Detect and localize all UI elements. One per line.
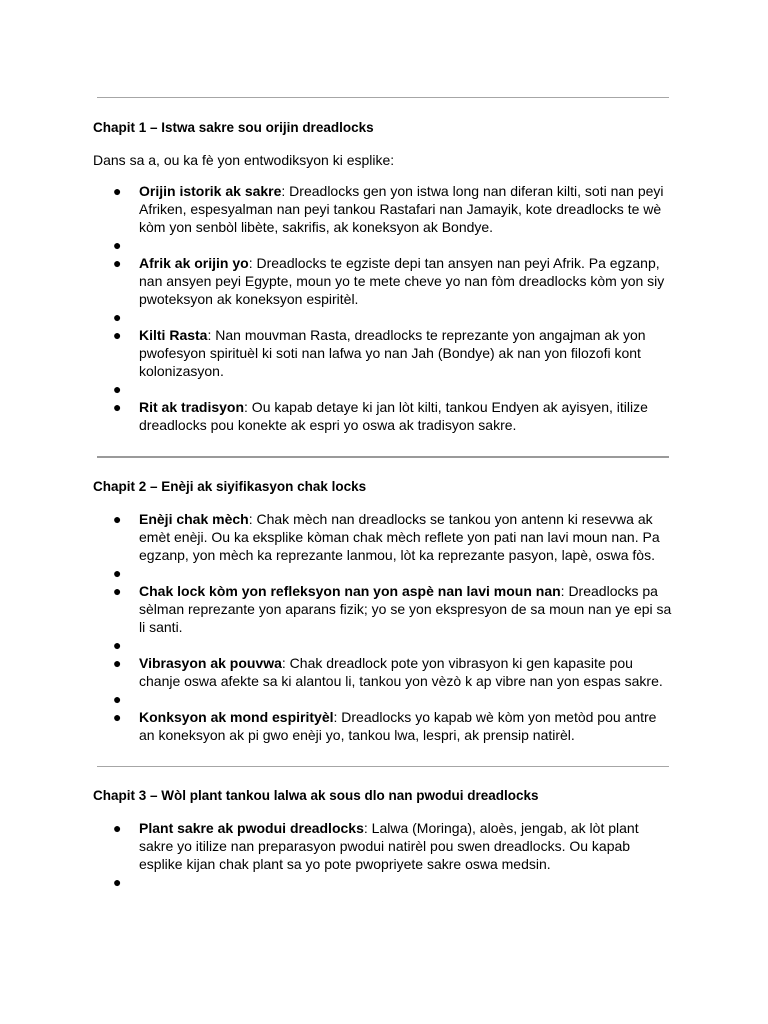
- bullet-icon: ●: [113, 583, 122, 599]
- item-text: : Dreadlocks te egziste depi tan ansyen nan peyi Afrik. Pa egzanp, nan ansyen peyi Egypte, moun yo te mete cheve yo nan fòm dreadlocks kòm yon siy pwoteksyon ak koneksyon espiritèl.: [139, 255, 665, 307]
- list-item: [113, 582, 673, 636]
- bullet-icon: ●: [113, 874, 122, 890]
- item-text: : Ou kapab detaye ki jan lòt kilti, tankou Endyen ak ayisyen, itilize dreadlocks pou konekte ak espri yo oswa ak tradisyon sakre.: [139, 399, 648, 433]
- bullet-icon: ●: [113, 655, 122, 671]
- bullet-icon: ●: [113, 691, 122, 707]
- item-text: : Nan mouvman Rasta, dreadlocks te reprezante yon angajman ak yon pwofesyon spirituèl ki soti nan lafwa yo nan Jah (Bondye) ak nan yon filozofi kont kolonizasyon.: [139, 327, 646, 379]
- list-item: [113, 182, 673, 236]
- empty-list-item: [113, 873, 673, 891]
- bullet-icon: ●: [113, 327, 122, 343]
- chapter-2-heading: Chapit 2 – Enèji ak siyifikasyon chak locks: [93, 479, 367, 494]
- list-item: [113, 708, 673, 744]
- item-term: Kilti Rasta: [139, 327, 208, 343]
- bullet-icon: ●: [113, 709, 122, 725]
- empty-list-item: [113, 564, 673, 582]
- chapter-1-heading: Chapit 1 – Istwa sakre sou orijin dreadlocks: [93, 120, 374, 135]
- section-divider: [97, 456, 669, 458]
- list-item: [113, 819, 673, 873]
- empty-list-item: [113, 236, 673, 254]
- empty-list-item: [113, 636, 673, 654]
- bullet-icon: ●: [113, 183, 122, 199]
- item-term: Vibrasyon ak pouvwa: [139, 655, 282, 671]
- list-item: [113, 326, 673, 380]
- list-item: [113, 510, 673, 564]
- item-text: : Chak dreadlock pote yon vibrasyon ki gen kapasite pou chanje oswa afekte sa ki alantou li, tankou yon vèzò k ap vibre nan yon espas sakre.: [139, 655, 663, 689]
- chapter-3-list: [113, 819, 673, 891]
- empty-list-item: [113, 308, 673, 326]
- bullet-icon: ●: [113, 399, 122, 415]
- chapter-3-heading: Chapit 3 – Wòl plant tankou lalwa ak sous dlo nan pwodui dreadlocks: [93, 788, 539, 803]
- chapter-2-list: [113, 510, 673, 744]
- empty-list-item: [113, 380, 673, 398]
- item-text: : Dreadlocks gen yon istwa long nan diferan kilti, soti nan peyi Afriken, espesyalman nan peyi tankou Rastafari nan Jamayik, kote dreadlocks te wè kòm yon senbòl libète, sakrifis, ak koneksyon ak Bondye.: [139, 183, 664, 235]
- bullet-icon: ●: [113, 255, 122, 271]
- item-text: : Dreadlocks pa sèlman reprezante yon aparans fizik; yo se yon ekspresyon de sa moun nan ye epi sa li santi.: [139, 583, 672, 635]
- bullet-icon: ●: [113, 381, 122, 397]
- item-term: Orijin istorik ak sakre: [139, 183, 282, 199]
- item-term: Afrik ak orijin yo: [139, 255, 249, 271]
- bullet-icon: ●: [113, 637, 122, 653]
- bullet-icon: ●: [113, 309, 122, 325]
- chapter-1-list: [113, 182, 673, 434]
- item-term: Enèji chak mèch: [139, 511, 249, 527]
- item-text: : Chak mèch nan dreadlocks se tankou yon antenn ki resevwa ak emèt enèji. Ou ka eksplike kòman chak mèch reflete yon pati nan lavi moun nan. Pa egzanp, yon mèch ka reprezante lanmou, lòt ka reprezante pasyon, lapè, oswa fòs.: [139, 511, 660, 563]
- chapter-1-intro: Dans sa a, ou ka fè yon entwodiksyon ki esplike:: [93, 152, 395, 168]
- list-item: [113, 654, 673, 690]
- list-item: [113, 254, 673, 308]
- item-term: Chak lock kòm yon refleksyon nan yon aspè nan lavi moun nan: [139, 583, 561, 599]
- empty-list-item: [113, 690, 673, 708]
- section-divider: [97, 97, 669, 98]
- item-term: Rit ak tradisyon: [139, 399, 245, 415]
- list-item: [113, 398, 673, 434]
- bullet-icon: ●: [113, 511, 122, 527]
- item-text: : Dreadlocks yo kapab wè kòm yon metòd pou antre an koneksyon ak pi gwo enèji yo, tankou lwa, lespri, ak prensip natirèl.: [139, 709, 657, 743]
- item-term: Plant sakre ak pwodui dreadlocks: [139, 820, 364, 836]
- bullet-icon: ●: [113, 565, 122, 581]
- bullet-icon: ●: [113, 820, 122, 836]
- item-term: Konksyon ak mond espirityèl: [139, 709, 334, 725]
- section-divider: [97, 766, 669, 767]
- item-text: : Lalwa (Moringa), aloès, jengab, ak lòt plant sakre yo itilize nan preparasyon pwodui natirèl pou swen dreadlocks. Ou kapab esplike kijan chak plant sa yo pote pwopriyete sakre oswa medsin.: [139, 820, 639, 872]
- bullet-icon: ●: [113, 237, 122, 253]
